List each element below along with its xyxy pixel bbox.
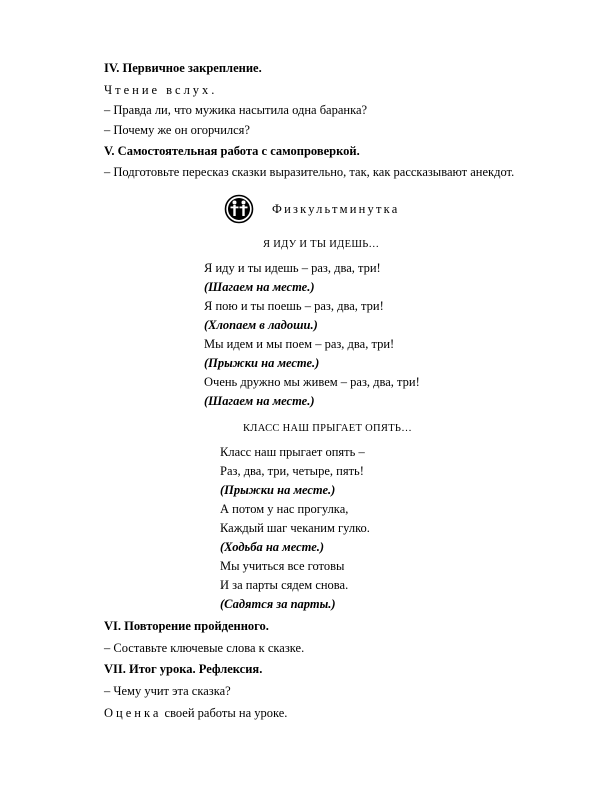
question-1: – Правда ли, что мужика насытила одна баранка? — [104, 103, 368, 117]
poem-2-line: (Прыжки на месте.) — [220, 483, 336, 497]
reading-aloud-label: Чтение вслух. — [104, 83, 218, 97]
section-5-task: – Подготовьте пересказ сказки выразительно, так, как рассказывают анекдот. — [104, 165, 515, 179]
poem-1-title: Я ИДУ И ТЫ ИДЕШЬ… — [263, 239, 380, 250]
self-evaluation-line: Оценка своей работы на уроке. — [104, 706, 288, 720]
section-6-heading: VI. Повторение пройденного. — [104, 619, 269, 633]
section-5-heading: V. Самостоятельная работа с самопроверкой. — [104, 144, 360, 158]
poem-1-line: Я иду и ты идешь – раз, два, три! — [204, 261, 381, 275]
poem-2-line: (Ходьба на месте.) — [220, 540, 325, 554]
poem-1-line: (Хлопаем в ладоши.) — [204, 318, 318, 332]
poem-1-line: (Шагаем на месте.) — [204, 280, 315, 294]
poem-1-line: (Шагаем на месте.) — [204, 394, 315, 408]
poem-2-line: Мы учиться все готовы — [220, 559, 345, 573]
poem-1-line: (Прыжки на месте.) — [204, 356, 320, 370]
poem-1-line: Мы идем и мы поем – раз, два, три! — [204, 337, 395, 351]
question-2: – Почему же он огорчился? — [104, 123, 250, 137]
poem-1-line: Я пою и ты поешь – раз, два, три! — [204, 299, 384, 313]
section-7-heading: VII. Итог урока. Рефлексия. — [104, 662, 263, 676]
section-4-heading: IV. Первичное закрепление. — [104, 61, 262, 75]
section-6-task: – Составьте ключевые слова к сказке. — [104, 641, 305, 655]
poem-2-line: Класс наш прыгает опять – — [220, 445, 365, 459]
section-7-question: – Чему учит эта сказка? — [104, 684, 231, 698]
poem-2-line: И за парты сядем снова. — [220, 578, 349, 592]
poem-2-line: А потом у нас прогулка, — [220, 502, 349, 516]
poem-2-line: Раз, два, три, четыре, пять! — [220, 464, 364, 478]
poem-2-line: (Садятся за парты.) — [220, 597, 336, 611]
poem-1-line: Очень дружно мы живем – раз, два, три! — [204, 375, 420, 389]
poem-2-line: Каждый шаг чеканим гулко. — [220, 521, 370, 535]
two-figures-icon — [224, 194, 254, 224]
poem-2-title: КЛАСС НАШ ПРЫГАЕТ ОПЯТЬ… — [243, 423, 413, 434]
fizkultminutka-title: Физкультминутка — [272, 202, 400, 216]
